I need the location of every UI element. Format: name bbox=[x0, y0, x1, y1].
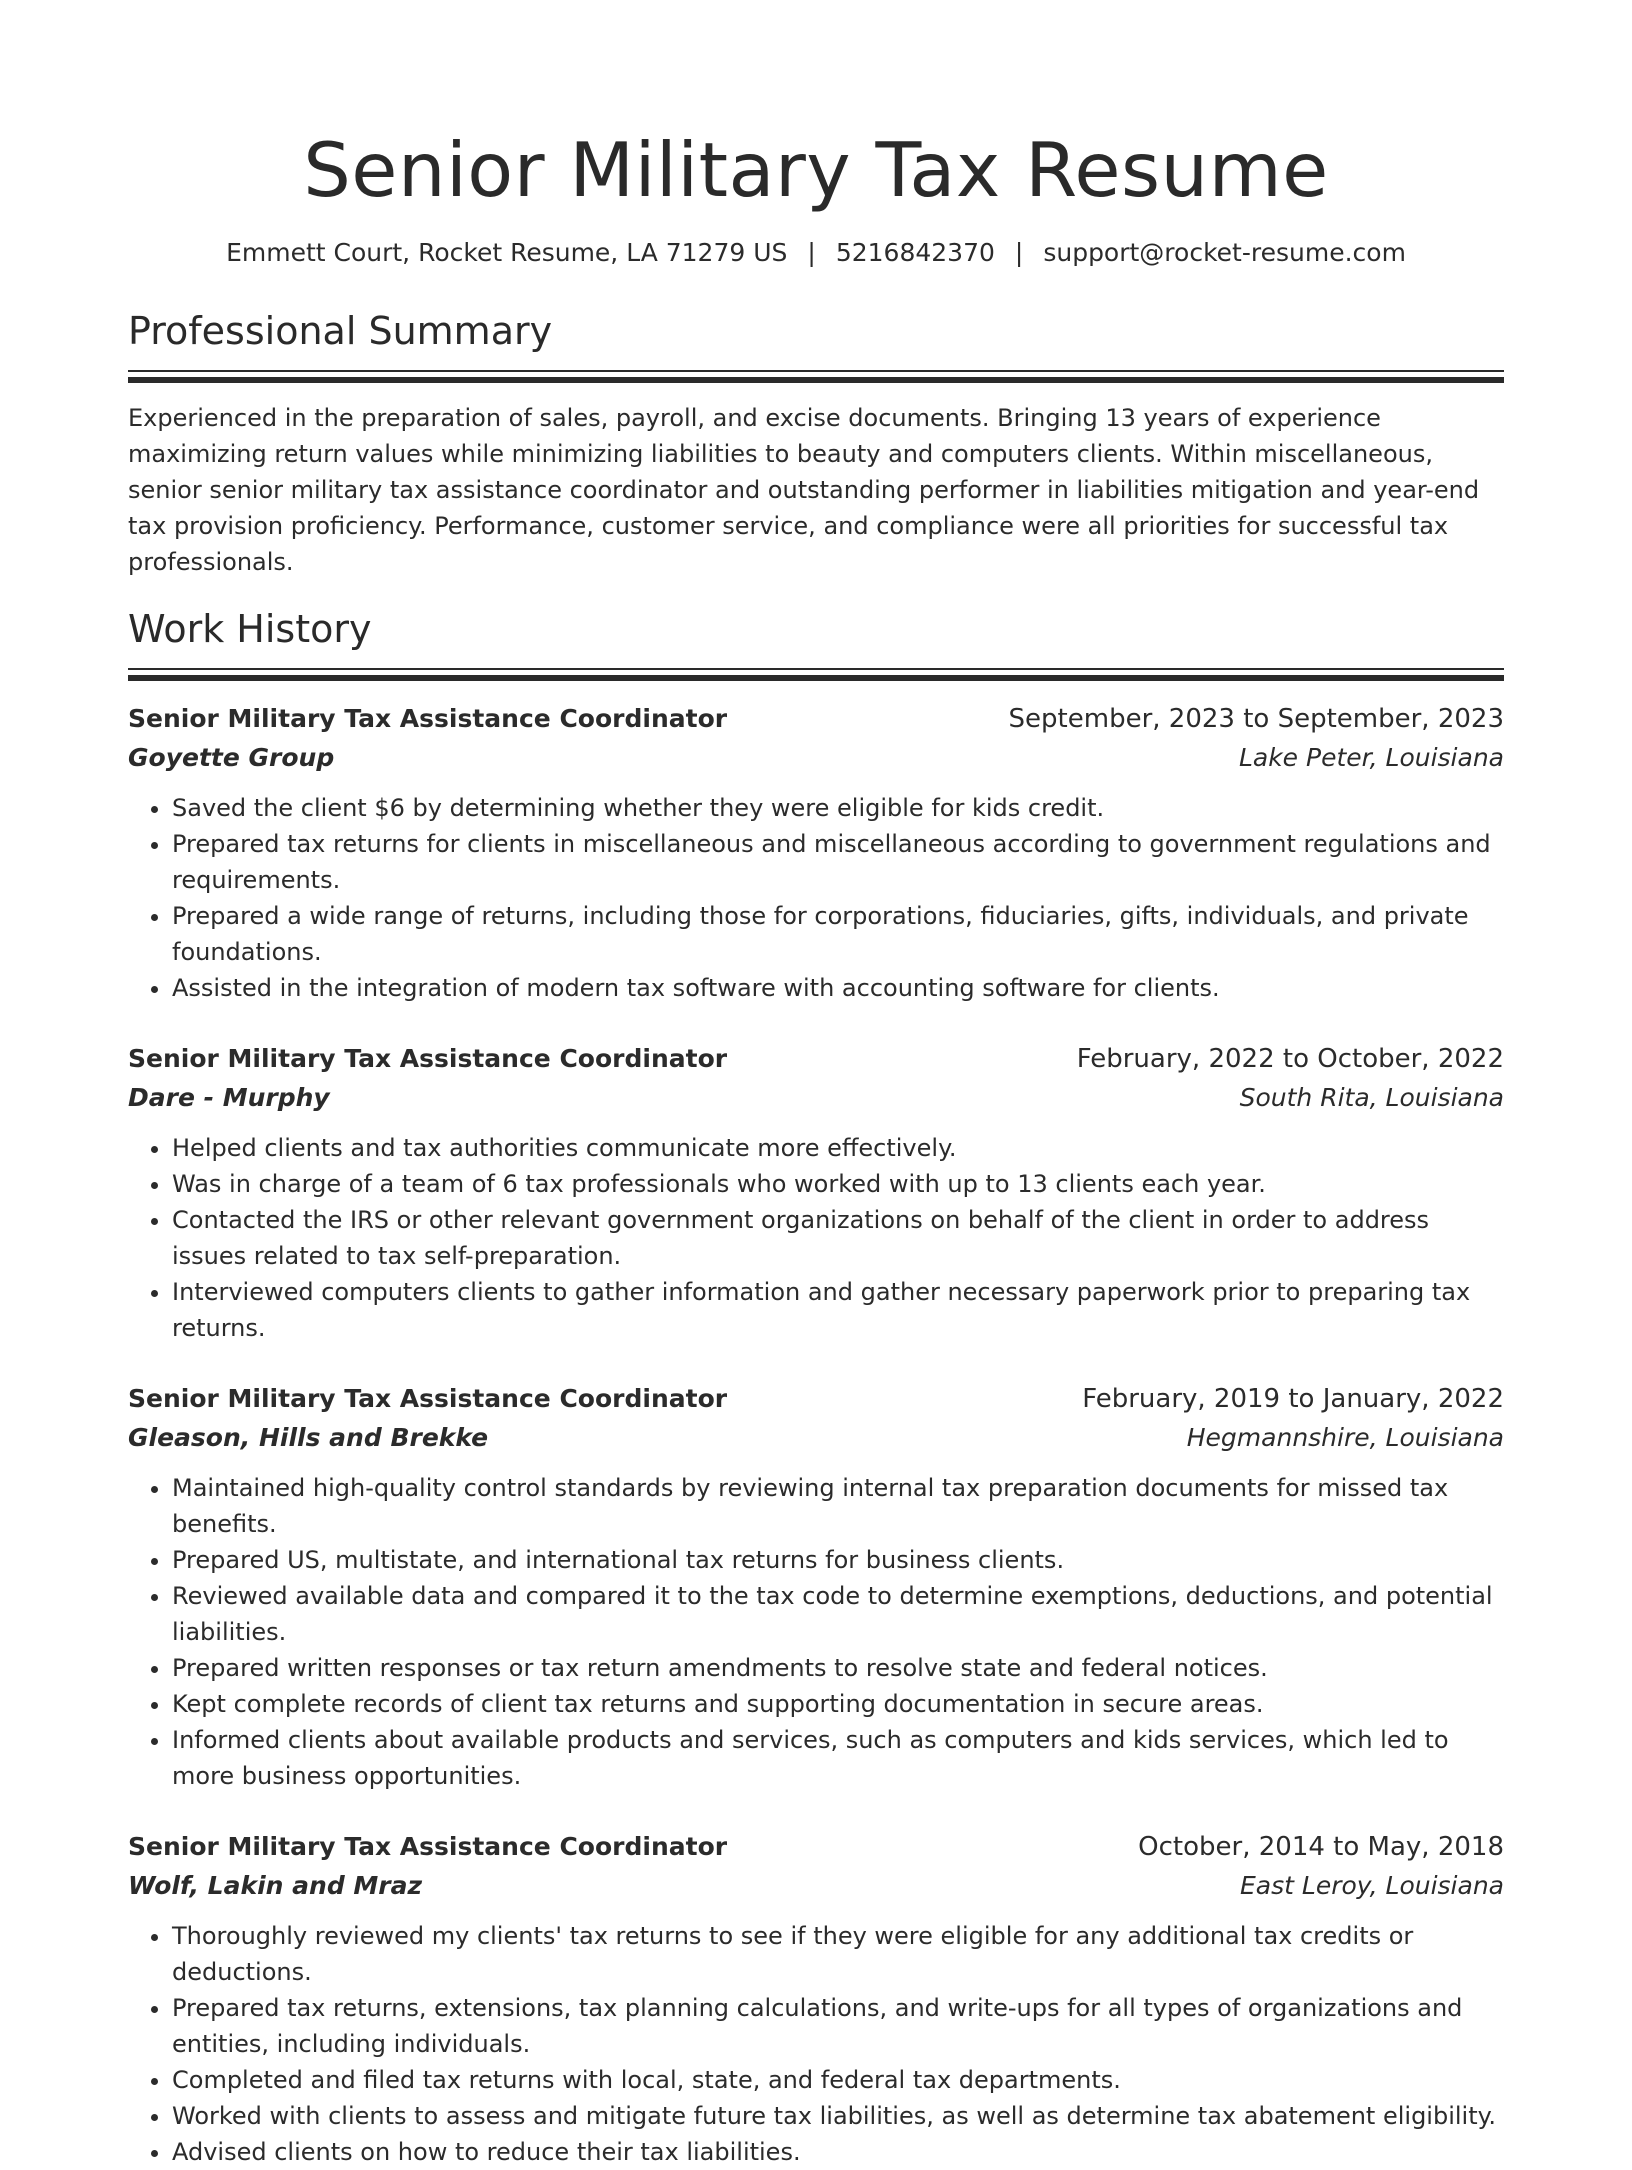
contact-phone: 5216842370 bbox=[835, 238, 995, 267]
contact-separator: | bbox=[807, 238, 816, 267]
job-company-row bbox=[128, 1866, 1504, 1906]
job-dates: February, 2022 to October, 2022 bbox=[1076, 1044, 1504, 1074]
section-heading-work-history: Work History bbox=[128, 607, 372, 651]
job-location: Lake Peter, Louisiana bbox=[1238, 743, 1504, 772]
work-history-section bbox=[128, 604, 1504, 2170]
job-bullet: • Advised clients on how to reduce their tax liabilities. bbox=[172, 2134, 1504, 2170]
job-header-row bbox=[128, 700, 1504, 738]
job-bullet: • Informed clients about available products and services, such as computers and kids services, which led to more business opportunities. bbox=[172, 1722, 1504, 1794]
section-divider bbox=[128, 370, 1504, 384]
job-bullet: • Was in charge of a team of 6 tax professionals who worked with up to 13 clients each year. bbox=[172, 1166, 1504, 1202]
professional-summary-section bbox=[128, 306, 1504, 580]
job-entry bbox=[128, 1828, 1504, 2170]
job-title: Senior Military Tax Assistance Coordinator bbox=[128, 1044, 728, 1073]
summary-text: Experienced in the preparation of sales, payroll, and excise documents. Bringing 13 years of experience maximizing return values while minimizing liabilities to beauty and computers clients. Within miscellaneous, senior senior military tax assistance coordinator and outstanding performer in liabilities mitigation and year-end tax provision proficiency. Performance, customer service, and compliance were all priorities for successful tax professionals. bbox=[128, 404, 1480, 576]
resume-page bbox=[128, 0, 1504, 2170]
job-dates: October, 2014 to May, 2018 bbox=[1138, 1832, 1504, 1862]
job-bullet: • Saved the client $6 by determining whether they were eligible for kids credit. bbox=[172, 790, 1504, 826]
job-company: Dare - Murphy bbox=[128, 1083, 330, 1112]
job-bullets bbox=[128, 790, 1504, 1006]
job-company: Gleason, Hills and Brekke bbox=[128, 1423, 489, 1452]
job-bullet: • Prepared written responses or tax return amendments to resolve state and federal notices. bbox=[172, 1650, 1504, 1686]
job-entry bbox=[128, 1040, 1504, 1346]
job-bullet: • Maintained high-quality control standards by reviewing internal tax preparation documents for missed tax benefits. bbox=[172, 1470, 1504, 1542]
job-bullet: • Kept complete records of client tax returns and supporting documentation in secure areas. bbox=[172, 1686, 1504, 1722]
job-bullet: • Helped clients and tax authorities communicate more effectively. bbox=[172, 1130, 1504, 1166]
job-bullet: • Prepared US, multistate, and international tax returns for business clients. bbox=[172, 1542, 1504, 1578]
job-bullet: • Contacted the IRS or other relevant government organizations on behalf of the client in order to address issues related to tax self-preparation. bbox=[172, 1202, 1504, 1274]
job-bullets bbox=[128, 1470, 1504, 1794]
job-bullet: • Interviewed computers clients to gather information and gather necessary paperwork prior to preparing tax returns. bbox=[172, 1274, 1504, 1346]
job-bullets bbox=[128, 1130, 1504, 1346]
contact-line bbox=[128, 236, 1504, 270]
job-bullet: • Completed and filed tax returns with local, state, and federal tax departments. bbox=[172, 2062, 1504, 2098]
job-bullets bbox=[128, 1918, 1504, 2170]
job-entry bbox=[128, 1380, 1504, 1794]
job-entry bbox=[128, 700, 1504, 1006]
job-location: East Leroy, Louisiana bbox=[1240, 1871, 1504, 1900]
contact-address: Emmett Court, Rocket Resume, LA 71279 US bbox=[226, 238, 788, 267]
job-company: Goyette Group bbox=[128, 743, 335, 772]
job-bullet: • Worked with clients to assess and mitigate future tax liabilities, as well as determine tax abatement eligibility. bbox=[172, 2098, 1504, 2134]
job-company-row bbox=[128, 1418, 1504, 1458]
contact-email: support@rocket-resume.com bbox=[1043, 238, 1406, 267]
section-divider bbox=[128, 668, 1504, 682]
job-location: Hegmannshire, Louisiana bbox=[1186, 1423, 1504, 1452]
job-header-row bbox=[128, 1380, 1504, 1418]
job-bullet: • Reviewed available data and compared it to the tax code to determine exemptions, deductions, and potential liabilities. bbox=[172, 1578, 1504, 1650]
resume-title: Senior Military Tax Resume bbox=[303, 126, 1329, 214]
job-bullet: • Prepared tax returns, extensions, tax planning calculations, and write-ups for all types of organizations and entities, including individuals. bbox=[172, 1990, 1504, 2062]
job-bullet: • Thoroughly reviewed my clients' tax returns to see if they were eligible for any additional tax credits or deductions. bbox=[172, 1918, 1504, 1990]
job-title: Senior Military Tax Assistance Coordinator bbox=[128, 704, 728, 733]
job-title: Senior Military Tax Assistance Coordinator bbox=[128, 1384, 728, 1413]
section-heading-summary: Professional Summary bbox=[128, 309, 553, 353]
contact-separator: | bbox=[1014, 238, 1024, 267]
job-bullet: • Prepared a wide range of returns, including those for corporations, fiduciaries, gifts, individuals, and private foundations. bbox=[172, 898, 1504, 970]
job-company-row bbox=[128, 1078, 1504, 1118]
job-dates: September, 2023 to September, 2023 bbox=[1008, 704, 1504, 734]
job-header-row bbox=[128, 1828, 1504, 1866]
job-company-row bbox=[128, 738, 1504, 778]
job-dates: February, 2019 to January, 2022 bbox=[1082, 1384, 1504, 1414]
job-header-row bbox=[128, 1040, 1504, 1078]
job-location: South Rita, Louisiana bbox=[1239, 1083, 1504, 1112]
job-company: Wolf, Lakin and Mraz bbox=[128, 1871, 423, 1900]
job-bullet: • Assisted in the integration of modern tax software with accounting software for clients. bbox=[172, 970, 1504, 1006]
job-bullet: • Prepared tax returns for clients in miscellaneous and miscellaneous according to government regulations and requirements. bbox=[172, 826, 1504, 898]
job-title: Senior Military Tax Assistance Coordinator bbox=[128, 1832, 728, 1861]
